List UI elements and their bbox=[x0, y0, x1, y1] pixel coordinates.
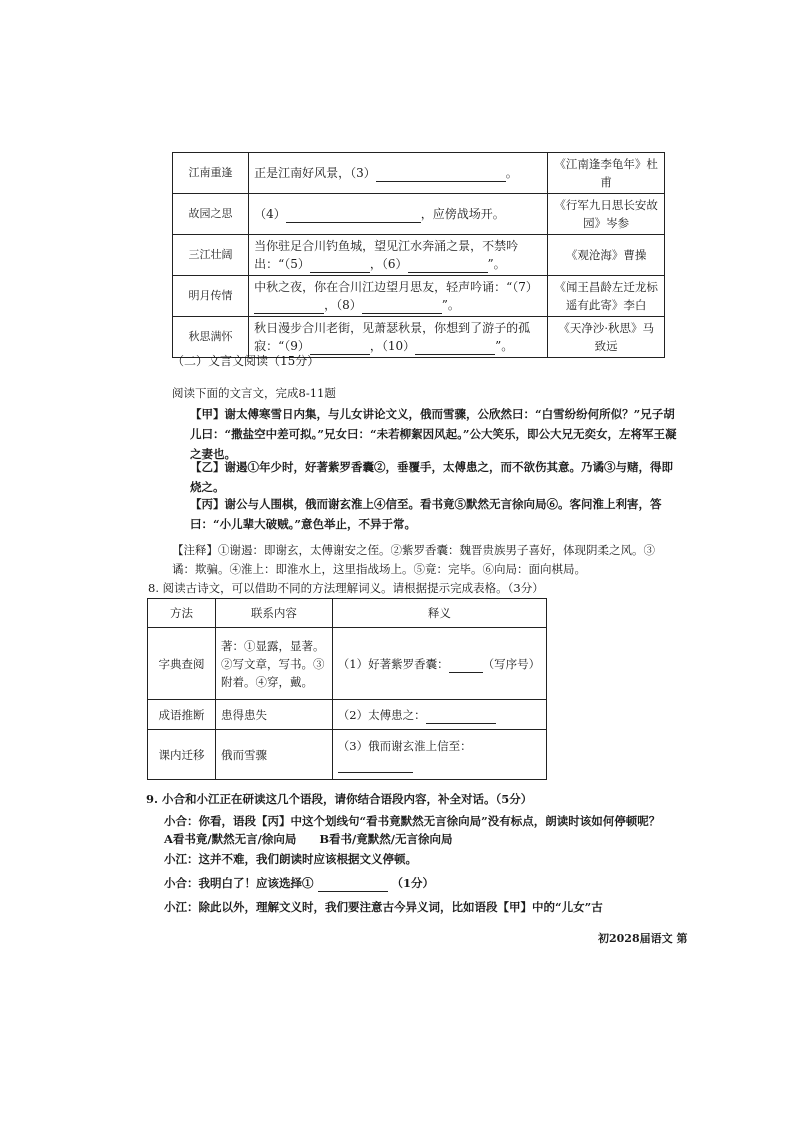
content-text: ”。 bbox=[441, 298, 460, 312]
answer-blank[interactable] bbox=[449, 658, 483, 673]
source-cell: 《江南逢李龟年》杜甫 bbox=[548, 153, 665, 194]
passage-jia: 【甲】谢太傅寒雪日内集，与儿女讲论文义，俄而雪骤，公欣然曰：“白雪纷纷何所似？”兄子胡儿曰：“撒盐空中差可拟。”兄女曰：“未若柳絮因风起。”公大笑乐，即公大兄无奕女，左将军王凝之妻也。 bbox=[190, 407, 677, 461]
answer-blank[interactable] bbox=[426, 709, 496, 724]
theme-cell: 秋思满怀 bbox=[173, 317, 249, 358]
answer-blank[interactable] bbox=[415, 340, 495, 355]
source-cell: 《行军九日思长安故园》岑参 bbox=[548, 194, 665, 235]
passage-yi: 【乙】谢遏①年少时，好著紫罗香囊②，垂覆手，太傅患之，而不欲伤其意。乃谲③与赌，得即烧之。 bbox=[190, 460, 673, 494]
answer-blank[interactable] bbox=[310, 258, 370, 273]
table-row bbox=[173, 194, 665, 235]
context-cell: 著：①显露，显著。②写文章，写书。③附着。④穿，戴。 bbox=[216, 628, 333, 700]
answer-blank[interactable] bbox=[338, 758, 413, 773]
content-text: 秋日漫步合川老街，见萧瑟秋景，你想到了游子的孤寂：“（9） bbox=[254, 321, 531, 353]
word-meaning-table bbox=[147, 598, 547, 780]
content-cell bbox=[249, 194, 548, 235]
theme-cell: 明月传情 bbox=[173, 276, 249, 317]
poem-fill-table bbox=[172, 152, 665, 358]
content-text: （4） bbox=[254, 207, 286, 221]
page-footer: 初2028届语文 第 bbox=[598, 932, 688, 945]
answer-blank[interactable] bbox=[408, 258, 488, 273]
context-cell: 患得患失 bbox=[216, 700, 333, 730]
content-text: ”。 bbox=[495, 339, 514, 353]
method-cell: 成语推断 bbox=[148, 700, 216, 730]
header-meaning: 释义 bbox=[332, 599, 546, 628]
header-context: 联系内容 bbox=[216, 599, 333, 628]
content-cell bbox=[249, 235, 548, 276]
table-row bbox=[173, 153, 665, 194]
meaning-cell bbox=[332, 700, 546, 730]
content-text: ，（8） bbox=[324, 298, 362, 312]
theme-cell: 江南重逢 bbox=[173, 153, 249, 194]
source-cell: 《闻王昌龄左迁龙标遥有此寄》李白 bbox=[548, 276, 665, 317]
table-row bbox=[148, 628, 547, 700]
content-text: 。 bbox=[505, 166, 518, 180]
content-cell bbox=[249, 153, 548, 194]
dialog-text: 小合：我明白了！应该选择① bbox=[164, 876, 314, 890]
content-text: ，（10） bbox=[369, 339, 416, 353]
meaning-cell bbox=[332, 730, 546, 780]
method-cell: 字典查阅 bbox=[148, 628, 216, 700]
table-row bbox=[173, 276, 665, 317]
content-text: 中秋之夜，你在合川江边望月思友，轻声吟诵：“（7） bbox=[254, 280, 538, 294]
answer-blank[interactable] bbox=[286, 208, 421, 223]
content-text: ，应傍战场开。 bbox=[420, 207, 505, 221]
table-row bbox=[148, 700, 547, 730]
source-cell: 《观沧海》曹操 bbox=[548, 235, 665, 276]
meaning-text: （3）俄而谢玄淮上信至： bbox=[337, 738, 472, 753]
meaning-cell bbox=[332, 628, 546, 700]
section-title: （二）文言文阅读（15分） bbox=[172, 354, 320, 368]
dialog-line: 小江：除此以外，理解文义时，我们要注意古今异义词，比如语段【甲】中的“儿女”古 bbox=[164, 900, 603, 914]
dialog-line: 小合：你看，语段【丙】中这个划线句“看书竟默然无言徐向局”没有标点，朗读时该如何停顿呢？ A看书竟/默然无言/徐向局 B看书/竟默然/无言徐向局 bbox=[164, 814, 661, 846]
theme-cell: 三江壮阔 bbox=[173, 235, 249, 276]
content-text: 正是江南好风景，（3） bbox=[254, 166, 376, 180]
dialog-line bbox=[146, 874, 664, 892]
content-text: 当你驻足合川钓鱼城，望见江水奔涌之景，不禁吟出：“（5） bbox=[254, 239, 519, 271]
header-method: 方法 bbox=[148, 599, 216, 628]
meaning-suffix: （写序号） bbox=[482, 656, 541, 671]
context-cell: 俄而雪骤 bbox=[216, 730, 333, 780]
answer-blank[interactable] bbox=[362, 299, 442, 314]
method-cell: 课内迁移 bbox=[148, 730, 216, 780]
question-8-prompt: 8. 阅读古诗文，可以借助不同的方法理解词义。请根据提示完成表格。（3分） bbox=[148, 581, 544, 595]
content-text: ，（6） bbox=[369, 257, 408, 271]
theme-cell: 故园之思 bbox=[173, 194, 249, 235]
reading-intro: 阅读下面的文言文，完成8-11题 bbox=[172, 386, 336, 400]
table-header-row bbox=[148, 599, 547, 628]
dialog-line: 小江：这并不难，我们朗读时应该根据文义停顿。 bbox=[164, 852, 417, 866]
table-row bbox=[173, 235, 665, 276]
answer-blank[interactable] bbox=[254, 299, 324, 314]
table-row bbox=[148, 730, 547, 780]
dialog-text: （1分） bbox=[391, 876, 435, 890]
source-cell: 《天净沙·秋思》马致远 bbox=[548, 317, 665, 358]
content-text: ”。 bbox=[487, 257, 506, 271]
meaning-text: （2）太傅患之： bbox=[337, 707, 426, 722]
annotation-notes: 【注释】①谢遏：即谢玄，太傅谢安之侄。②紫罗香囊：魏晋贵族男子喜好，体现阴柔之风。③谲：欺骗。④淮上：即淮水上，这里指战场上。⑤竟：完毕。⑥向局：面向棋局。 bbox=[172, 543, 655, 576]
question-9-prompt: 9. 小合和小江正在研读这几个语段，请你结合语段内容，补全对话。（5分） bbox=[146, 792, 533, 806]
meaning-text: （1）好著紫罗香囊： bbox=[337, 656, 449, 671]
passage-bing: 【丙】谢公与人围棋，俄而谢玄淮上④信至。看书竟⑤默然无言徐向局⑥。客问淮上利害，答曰：“小儿辈大破贼。”意色举止，不异于常。 bbox=[190, 497, 662, 531]
content-cell bbox=[249, 276, 548, 317]
answer-blank[interactable] bbox=[376, 167, 506, 182]
answer-blank[interactable] bbox=[318, 877, 388, 892]
